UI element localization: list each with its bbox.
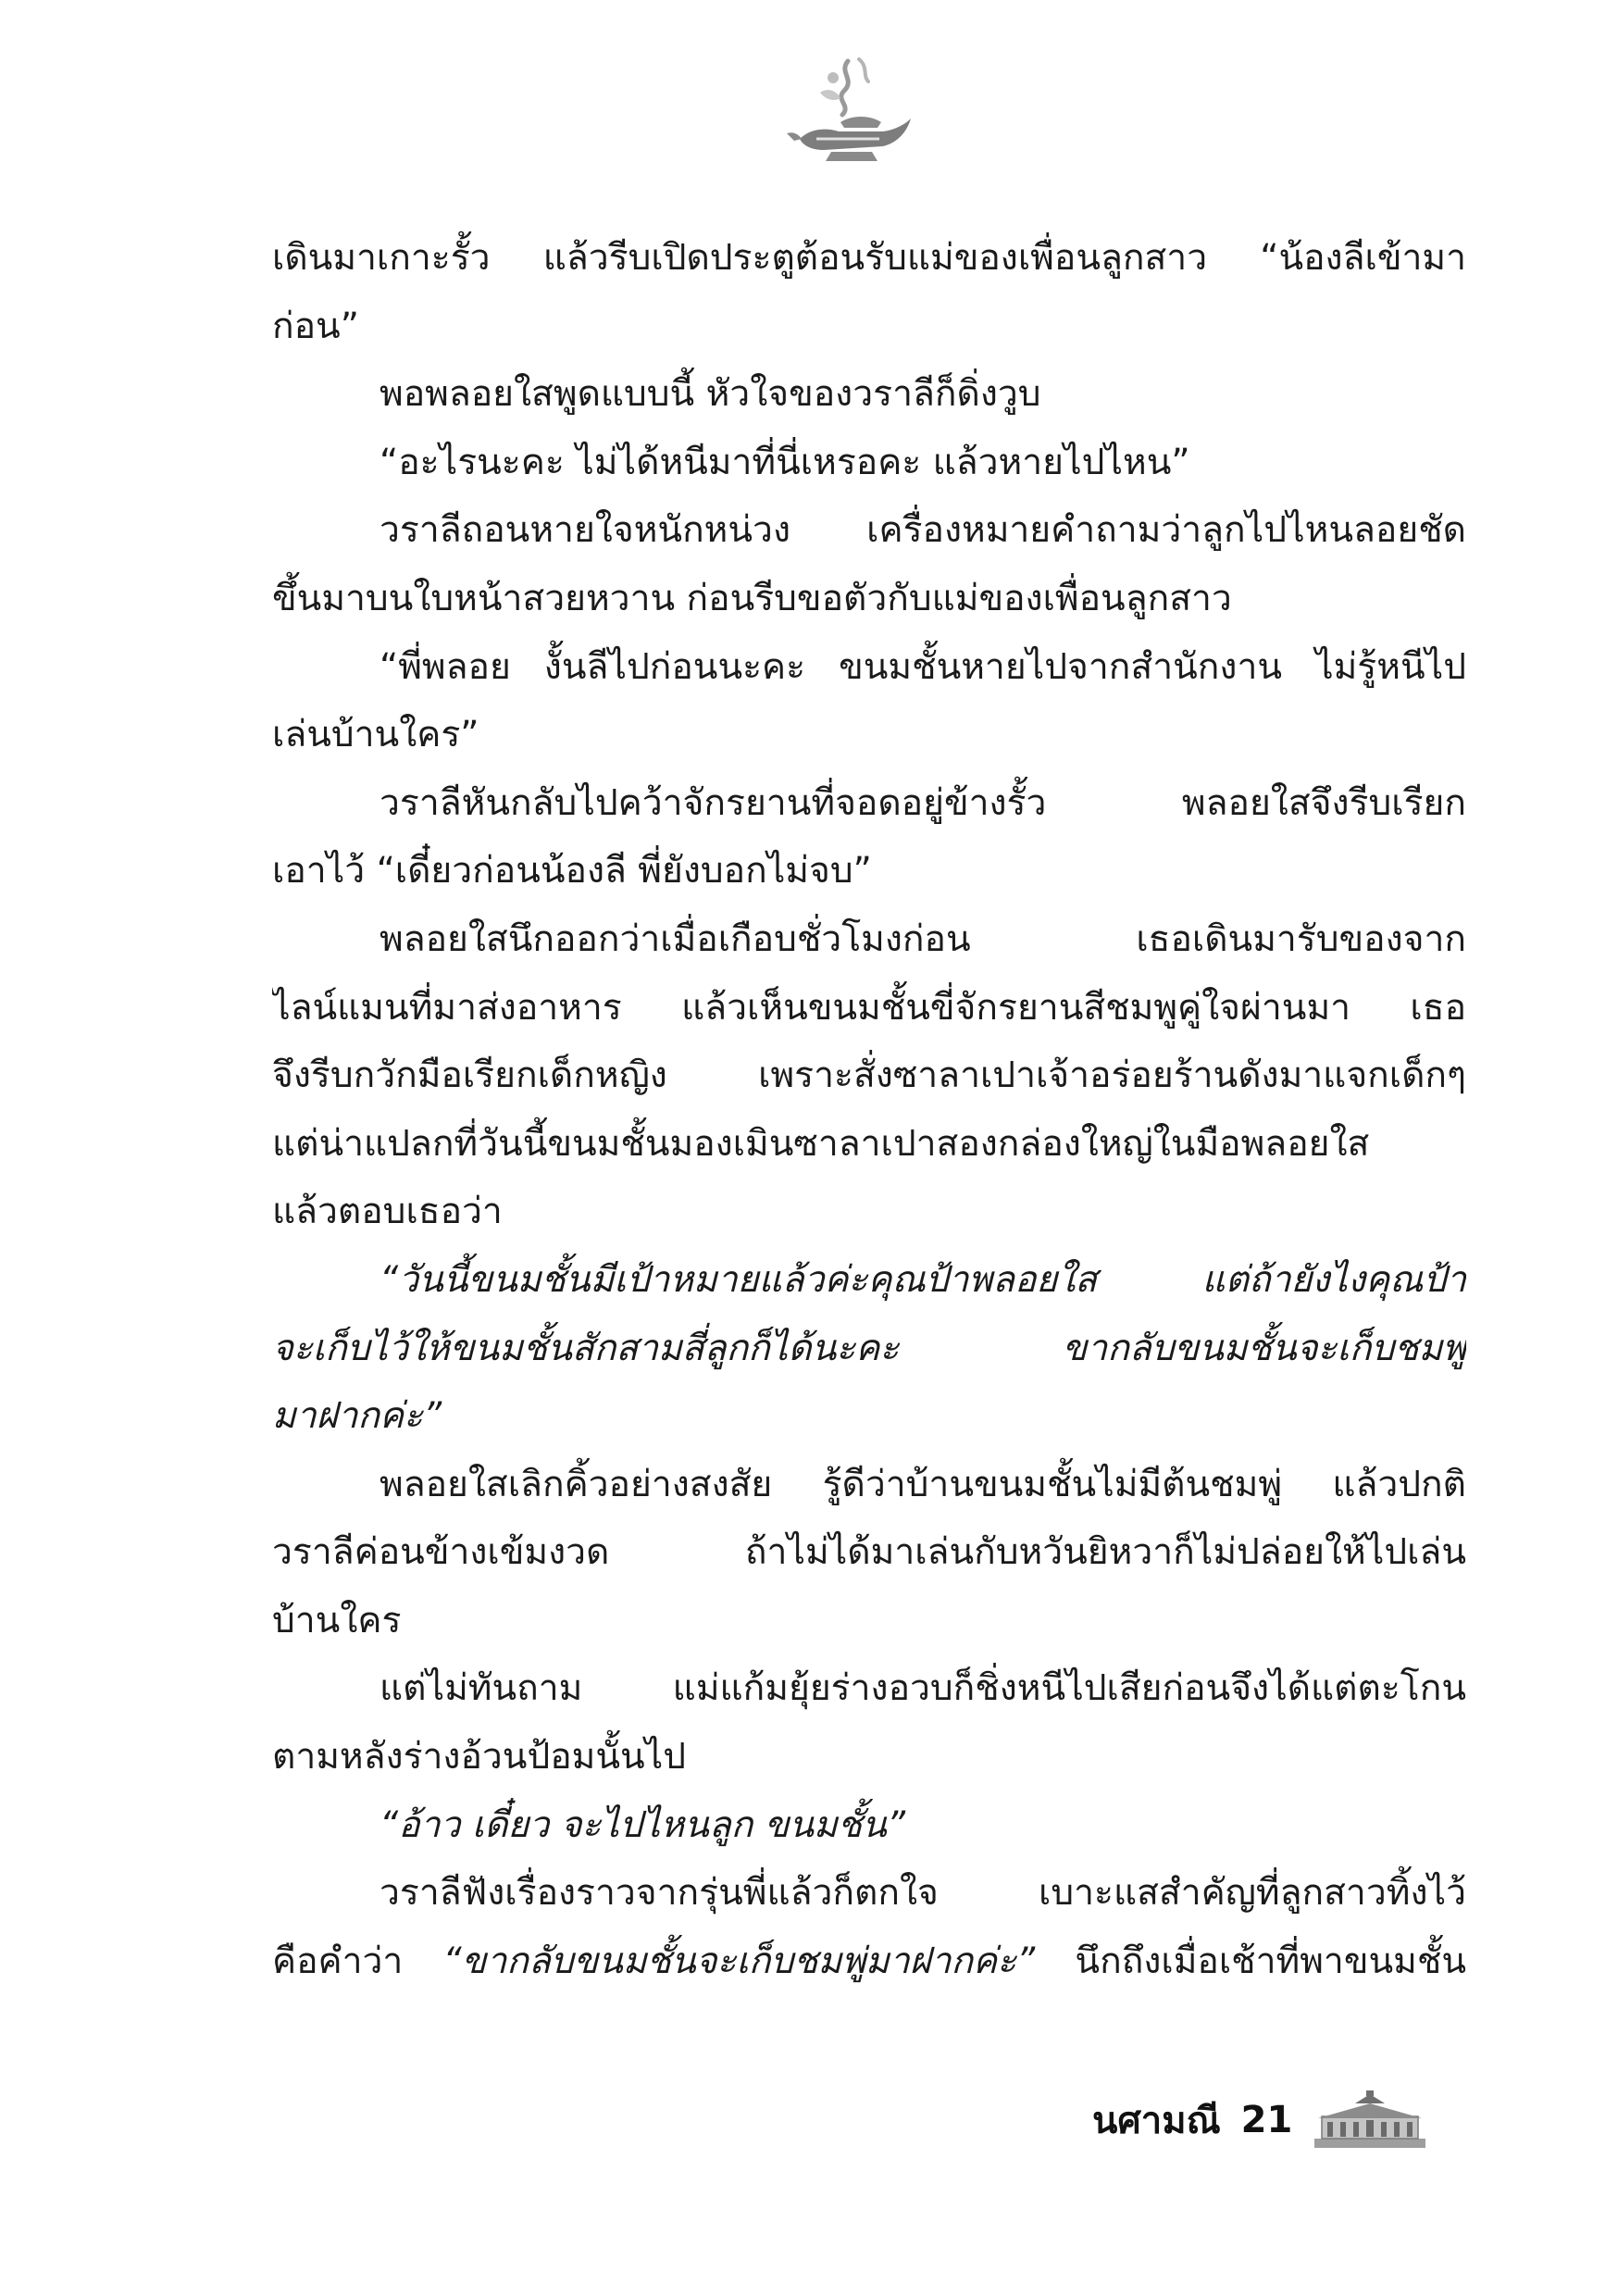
palace-building-icon <box>1313 2090 1427 2150</box>
text-line: แต่น่าแปลกที่วันนี้ขนมชั้นมองเมินซาลาเปาสองกล่องใหญ่ในมือพลอยใส <box>272 1122 1370 1165</box>
text-line: พลอยใสเลิกคิ้วอย่างสงสัย รู้ดีว่าบ้านขนมชั้นไม่มีต้นชมพู่ แล้วปกติ <box>380 1463 1466 1505</box>
text-line: จะเก็บไว้ให้ขนมชั้นสักสามสี่ลูกก็ได้นะคะ ขากลับขนมชั้นจะเก็บชมพู่ <box>272 1327 1466 1369</box>
book-title: นศามณี <box>1092 2100 1221 2142</box>
text-line: เล่นบ้านใคร” <box>272 714 479 756</box>
text-run: นึกถึงเมื่อเช้าที่พาขนมชั้น <box>1035 1940 1466 1982</box>
text-line <box>272 1928 1466 1996</box>
text-line: เดินมาเกาะรั้ว แล้วรีบเปิดประตูต้อนรับแม่ของเพื่อนลูกสาว “น้องลีเข้ามา <box>272 237 1466 279</box>
text-line: แล้วตอบเธอว่า <box>272 1191 503 1233</box>
text-line: เอาไว้ “เดี๋ยวก่อนน้องลี พี่ยังบอกไม่จบ” <box>272 850 872 892</box>
text-line: “วันนี้ขนมชั้นมีเป้าหมายแล้วค่ะคุณป้าพลอยใส แต่ถ้ายังไงคุณป้า <box>380 1258 1466 1301</box>
text-line: จึงรีบกวักมือเรียกเด็กหญิง เพราะสั่งซาลาเปาเจ้าอร่อยร้านดังมาแจกเด็กๆ <box>272 1054 1466 1097</box>
text-line: พลอยใสนึกออกว่าเมื่อเกือบชั่วโมงก่อน เธอเดินมารับของจาก <box>380 917 1466 960</box>
quoted-clue: “ขากลับขนมชั้นจะเก็บชมพู่มาฝากค่ะ” <box>442 1940 1036 1982</box>
text-run: คือคำว่า <box>272 1940 443 1982</box>
text-line: วราลีถอนหายใจหนักหน่วง เครื่องหมายคำถามว่าลูกไปไหนลอยชัด <box>380 509 1466 552</box>
text-line: แต่ไม่ทันถาม แม่แก้มยุ้ยร่างอวบก็ชิ่งหนีไปเสียก่อนจึงได้แต่ตะโกน <box>380 1667 1466 1710</box>
text-line: มาฝากค่ะ” <box>272 1395 442 1438</box>
body-text <box>272 224 1466 1995</box>
text-line: “อ้าว เดี๋ยว จะไปไหนลูก ขนมชั้น” <box>380 1803 906 1846</box>
text-line: วราลีฟังเรื่องราวจากรุ่นพี่แล้วก็ตกใจ เบาะแสสำคัญที่ลูกสาวทิ้งไว้ <box>380 1872 1466 1915</box>
page-footer <box>1092 2088 1427 2152</box>
text-line: พอพลอยใสพูดแบบนี้ หัวใจของวราลีก็ดิ่งวูบ <box>380 373 1041 416</box>
text-line: บ้านใคร <box>272 1599 402 1641</box>
text-line: “อะไรนะคะ ไม่ได้หนีมาที่นี่เหรอคะ แล้วหายไปไหน” <box>380 441 1190 483</box>
text-line: ไลน์แมนที่มาส่งอาหาร แล้วเห็นขนมชั้นขี่จักรยานสีชมพูคู่ใจผ่านมา เธอ <box>272 986 1466 1029</box>
text-line: ตามหลังร่างอ้วนป้อมนั้นไป <box>272 1736 687 1778</box>
text-line: วราลีหันกลับไปคว้าจักรยานที่จอดอยู่ข้างรั้ว พลอยใสจึงรีบเรียก <box>380 781 1466 824</box>
text-line: ขึ้นมาบนใบหน้าสวยหวาน ก่อนรีบขอตัวกับแม่ของเพื่อนลูกสาว <box>272 577 1232 619</box>
genie-lamp-icon <box>783 54 913 169</box>
text-line: “พี่พลอย งั้นลีไปก่อนนะคะ ขนมชั้นหายไปจากสำนักงาน ไม่รู้หนีไป <box>380 645 1466 688</box>
page-number: 21 <box>1240 2099 1293 2141</box>
text-line: ก่อน” <box>272 305 359 347</box>
text-line: วราลีค่อนข้างเข้มงวด ถ้าไม่ได้มาเล่นกับหวันยิหวาก็ไม่ปล่อยให้ไปเล่น <box>272 1531 1466 1574</box>
